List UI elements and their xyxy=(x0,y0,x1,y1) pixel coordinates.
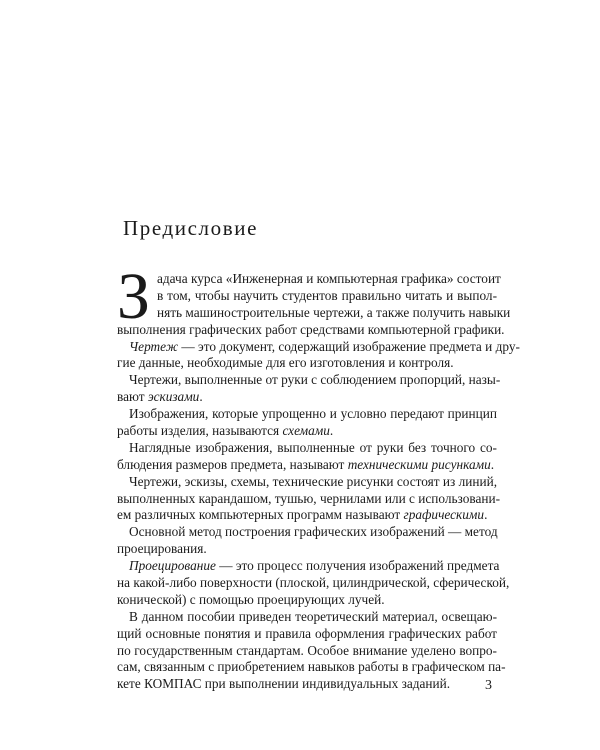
text-line: конической) с помощью проецирующих лучей. xyxy=(117,591,385,607)
term-skhemy: схемами xyxy=(282,423,330,439)
text-line: нять машиностроительные чертежи, а также получить навыки xyxy=(157,304,511,320)
text-line: В данном пособии приведен теоретический материал, освещаю- xyxy=(129,608,497,624)
text-line xyxy=(117,457,497,474)
text-span: ем различных компьютерных программ называют xyxy=(117,507,404,523)
text-span: . xyxy=(484,507,488,523)
text-line: кете КОМПАС при выполнении индивидуальных заданий. xyxy=(117,676,451,692)
text-line: проецирования. xyxy=(117,541,207,557)
text-span: — это документ, содержащий изображение предмета и дру- xyxy=(178,338,520,354)
term-tekhnicheskie-risunki: техническими рисунками xyxy=(347,456,491,472)
first-paragraph xyxy=(117,271,511,322)
text-line: по государственным стандартам. Особое внимание уделено вопро- xyxy=(117,642,497,658)
text-line xyxy=(117,338,520,356)
text-line: Чертежи, эскизы, схемы, технические рисунки состоят из линий, xyxy=(129,473,498,489)
text-line: щий основные понятия и правила оформления графических работ xyxy=(117,625,497,641)
text-line xyxy=(117,507,497,524)
text-span: работы изделия, называются xyxy=(117,423,283,439)
text-line: сам, связанным с приобретением навыков работы в графическом па- xyxy=(117,659,506,675)
page-title: Предисловие xyxy=(123,216,259,240)
text-span: . xyxy=(329,423,334,439)
text-line: гие данные, необходимые для его изготовления и контроля. xyxy=(117,355,454,371)
term-chertezh: Чертеж xyxy=(129,338,179,354)
drop-cap-letter: З xyxy=(117,260,151,333)
text-line: выполненных карандашом, тушью, чернилами или с использовани- xyxy=(117,490,501,506)
term-eskizy: эскизами xyxy=(147,389,200,405)
page-number: 3 xyxy=(485,678,492,693)
text-line: адача курса «Инженерная и компьютерная графика» состоит xyxy=(157,271,501,286)
text-span: . xyxy=(199,389,203,405)
text-line: Наглядные изображения, выполненные от руки без точного со- xyxy=(129,439,497,455)
term-graficheskie: графическими xyxy=(403,507,485,523)
text-line: в том, чтобы научить студентов правильно читать и выпол- xyxy=(157,287,497,303)
text-line: выполнения графических работ средствами компьютерной графики. xyxy=(117,321,505,337)
text-line: Изображения, которые упрощенно и условно передают принцип xyxy=(129,406,497,422)
text-line xyxy=(117,423,497,440)
text-span: блюдения размеров предмета, называют xyxy=(117,456,348,472)
text-span: вают xyxy=(117,389,148,405)
text-span: — это процесс получения изображений предмета xyxy=(215,558,500,574)
preface-body xyxy=(117,271,520,693)
text-line: Чертежи, выполненные от руки с соблюдением пропорций, назы- xyxy=(129,372,501,388)
text-line xyxy=(117,558,500,575)
text-span: . xyxy=(490,456,495,472)
text-line: Основной метод построения графических изображений — метод xyxy=(129,524,498,540)
text-line: на какой-либо поверхности (плоской, цилиндрической, сферической, xyxy=(117,575,510,591)
term-proetsirovanie: Проецирование xyxy=(129,558,216,574)
text-line xyxy=(117,389,497,406)
